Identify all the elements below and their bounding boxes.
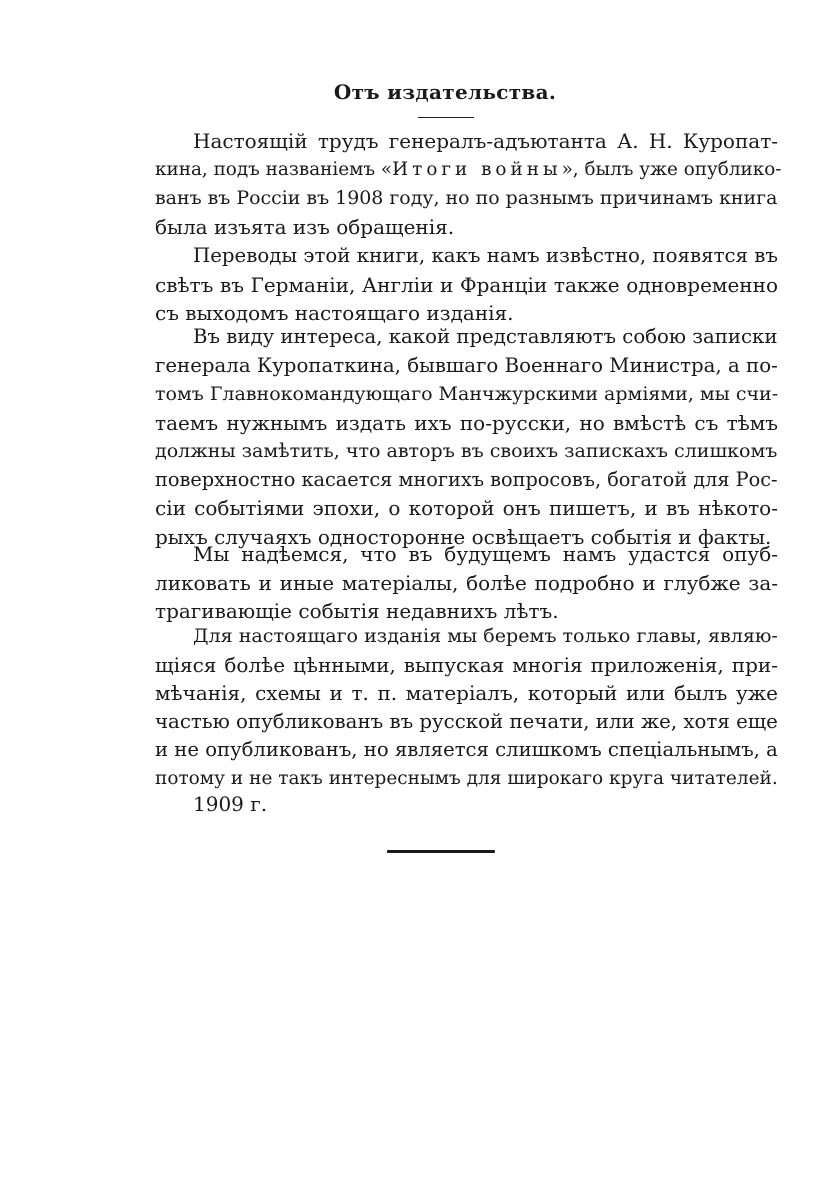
paragraph-2 — [155, 242, 778, 328]
paragraph-line: частью опубликованъ въ русской печати, или же, хотя еще — [155, 709, 778, 733]
line-fragment: кина, подъ названіемъ « — [155, 158, 393, 180]
paragraph-line: мѣчанія, схемы и т. п. матеріалъ, который или былъ уже — [155, 681, 778, 705]
paragraph-5 — [155, 622, 778, 793]
paragraph-line: томъ Главнокомандующаго Манчжурскими арміями, мы счи- — [155, 383, 779, 405]
paragraph-1 — [155, 127, 781, 241]
paragraph-line: и не опубликованъ, но является слишкомъ спеціальнымъ, а — [155, 738, 778, 761]
paragraph-line: ванъ въ Россіи въ 1908 году, но по разнымъ причинамъ книга — [155, 187, 778, 209]
paragraph-line: рыхъ случаяхъ односторонне освѣщаетъ событія и факты. — [155, 524, 772, 549]
paragraph-line: Для настоящаго изданія мы беремъ только главы, являю- — [193, 625, 778, 647]
publication-date: 1909 г. — [193, 792, 268, 816]
paragraph-line: поверхностно касается многихъ вопросовъ, богатой для Рос- — [155, 467, 778, 491]
paragraph-line: Настоящій трудъ генералъ-адъютанта А. Н. Куропат- — [193, 129, 779, 153]
paragraph-line: Переводы этой книги, какъ намъ извѣстно, появятся въ — [193, 244, 778, 267]
paragraph-line: Въ виду интереса, какой представляютъ собою записки — [193, 325, 778, 348]
paragraph-line: съ выходомъ настоящаго изданія. — [155, 301, 514, 325]
line-fragment: », былъ уже опублико- — [561, 158, 782, 180]
paragraph-line: ликовать и иные матеріалы, болѣе подробно и глубже за- — [155, 570, 779, 595]
paragraph-line: должны замѣтить, что авторъ въ своихъ запискахъ слишкомъ — [155, 440, 778, 462]
paragraph-4 — [155, 540, 778, 626]
paragraph-line: свѣтъ въ Германіи, Англіи и Франціи также одновременно — [155, 272, 779, 297]
paragraph-line: Мы надѣемся, что въ будущемъ намъ удастся опуб- — [193, 542, 779, 566]
paragraph-line: сіи событіями эпохи, о которой онъ пишетъ, и въ нѣкото- — [155, 496, 778, 520]
paragraph-line: потому и не такъ интереснымъ для широкаго круга читателей. — [155, 767, 778, 789]
paragraph-3 — [155, 323, 778, 551]
paragraph-line: трагивающіе событія недавнихъ лѣтъ. — [155, 599, 559, 623]
paragraph-line: генерала Куропаткина, бывшаго Военнаго Министра, а по- — [155, 353, 778, 377]
page-title: Отъ издательства. — [333, 80, 557, 104]
paragraph-line: щіяся болѣе цѣнными, выпуская многія приложенія, при- — [155, 652, 778, 677]
title-underline — [418, 117, 474, 118]
paragraph-line: была изъята изъ обращенія. — [155, 214, 455, 239]
paragraph-line-with-title — [155, 156, 781, 185]
paragraph-line: таемъ нужнымъ издать ихъ по-русски, но вмѣстѣ съ тѣмъ — [155, 410, 778, 435]
end-ornament-rule — [387, 850, 495, 853]
book-title-spaced: Итоги войны — [392, 158, 562, 180]
